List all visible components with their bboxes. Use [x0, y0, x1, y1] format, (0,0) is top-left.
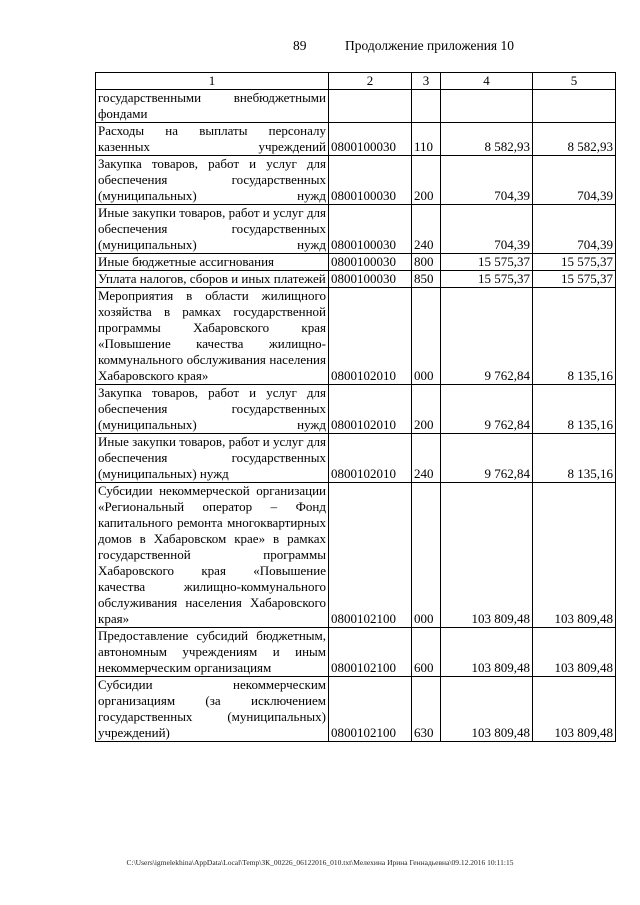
- expense-type: 200: [412, 385, 441, 434]
- table-row: [96, 677, 616, 742]
- expense-name: Субсидии некоммерческим организациям (за исключением государственных (муниципальных) учреждений): [96, 677, 329, 742]
- expense-type: 200: [412, 156, 441, 205]
- expense-type: 800: [412, 254, 441, 271]
- target-code: 0800100030: [329, 271, 412, 288]
- expense-name: Иные закупки товаров, работ и услуг для обеспечения государственных (муниципальных) нужд: [96, 205, 329, 254]
- expense-type: 630: [412, 677, 441, 742]
- amount-col5: 704,39: [533, 205, 616, 254]
- amount-col4: 704,39: [441, 156, 533, 205]
- target-code: 0800100030: [329, 123, 412, 156]
- table-row: [96, 254, 616, 271]
- expense-name: Расходы на выплаты персоналу казенных учреждений: [96, 123, 329, 156]
- amount-col4: 9 762,84: [441, 434, 533, 483]
- expense-type: 110: [412, 123, 441, 156]
- column-header: 2: [329, 73, 412, 90]
- expense-name: Иные закупки товаров, работ и услуг для обеспечения государственных (муниципальных) нужд: [96, 434, 329, 483]
- page-header: [0, 38, 640, 58]
- column-header: 4: [441, 73, 533, 90]
- target-code: 0800102010: [329, 385, 412, 434]
- amount-col4: 15 575,37: [441, 271, 533, 288]
- amount-col4: 15 575,37: [441, 254, 533, 271]
- target-code: 0800102100: [329, 483, 412, 628]
- expense-type: 850: [412, 271, 441, 288]
- expense-type: [412, 90, 441, 123]
- amount-col4: 9 762,84: [441, 288, 533, 385]
- target-code: [329, 90, 412, 123]
- amount-col5: 8 135,16: [533, 288, 616, 385]
- amount-col5: 8 135,16: [533, 434, 616, 483]
- amount-col5: 103 809,48: [533, 628, 616, 677]
- expense-name: Мероприятия в области жилищного хозяйства в рамках государственной программы Хабаровского края «Повышение качества жилищно-коммунального обслуживания населения Хабаровского края»: [96, 288, 329, 385]
- table-row: [96, 434, 616, 483]
- expense-name: Закупка товаров, работ и услуг для обеспечения государственных (муниципальных) нужд: [96, 156, 329, 205]
- table-row: [96, 483, 616, 628]
- expense-name: Субсидии некоммерческой организации «Региональный оператор – Фонд капитального ремонта многоквартирных домов в Хабаровском крае» в рамках государственной программы Хабаровского края «Повышение качества жилищно-коммунального обслуживания населения Хабаровского края»: [96, 483, 329, 628]
- expense-name: Закупка товаров, работ и услуг для обеспечения государственных (муниципальных) нужд: [96, 385, 329, 434]
- table-row: [96, 385, 616, 434]
- file-path-footer: C:\Users\igmelekhina\AppData\Local\Temp\ЗК_00226_06122016_010.txt\Мелехина Ирина Геннадьевна\09.12.2016 10:11:15: [126, 858, 514, 867]
- table-row: [96, 288, 616, 385]
- table-header-row: [96, 73, 616, 90]
- amount-col5: [533, 90, 616, 123]
- target-code: 0800102010: [329, 288, 412, 385]
- column-header: 3: [412, 73, 441, 90]
- target-code: 0800100030: [329, 254, 412, 271]
- expense-name: Иные бюджетные ассигнования: [96, 254, 329, 271]
- expense-name: Уплата налогов, сборов и иных платежей: [96, 271, 329, 288]
- expense-type: 600: [412, 628, 441, 677]
- page-number: 89: [293, 38, 307, 53]
- amount-col4: 704,39: [441, 205, 533, 254]
- table-row: [96, 628, 616, 677]
- amount-col5: 103 809,48: [533, 677, 616, 742]
- amount-col4: 103 809,48: [441, 483, 533, 628]
- target-code: 0800102010: [329, 434, 412, 483]
- amount-col5: 103 809,48: [533, 483, 616, 628]
- amount-col4: 103 809,48: [441, 628, 533, 677]
- amount-col5: 15 575,37: [533, 254, 616, 271]
- table-row: [96, 271, 616, 288]
- amount-col4: 8 582,93: [441, 123, 533, 156]
- amount-col4: 9 762,84: [441, 385, 533, 434]
- target-code: 0800102100: [329, 677, 412, 742]
- column-header: 1: [96, 73, 329, 90]
- column-header: 5: [533, 73, 616, 90]
- target-code: 0800100030: [329, 156, 412, 205]
- amount-col4: [441, 90, 533, 123]
- table-row: [96, 123, 616, 156]
- appendix-title: Продолжение приложения 10: [345, 38, 515, 53]
- expense-name: государственными внебюджетными фондами: [96, 90, 329, 123]
- table-row: [96, 90, 616, 123]
- expense-type: 240: [412, 205, 441, 254]
- expense-type: 240: [412, 434, 441, 483]
- target-code: 0800100030: [329, 205, 412, 254]
- expense-type: 000: [412, 288, 441, 385]
- expense-type: 000: [412, 483, 441, 628]
- table-row: [96, 156, 616, 205]
- target-code: 0800102100: [329, 628, 412, 677]
- table-row: [96, 205, 616, 254]
- budget-table: [95, 72, 616, 742]
- amount-col4: 103 809,48: [441, 677, 533, 742]
- amount-col5: 15 575,37: [533, 271, 616, 288]
- amount-col5: 8 135,16: [533, 385, 616, 434]
- amount-col5: 8 582,93: [533, 123, 616, 156]
- amount-col5: 704,39: [533, 156, 616, 205]
- expense-name: Предоставление субсидий бюджетным, автономным учреждениям и иным некоммерческим организациям: [96, 628, 329, 677]
